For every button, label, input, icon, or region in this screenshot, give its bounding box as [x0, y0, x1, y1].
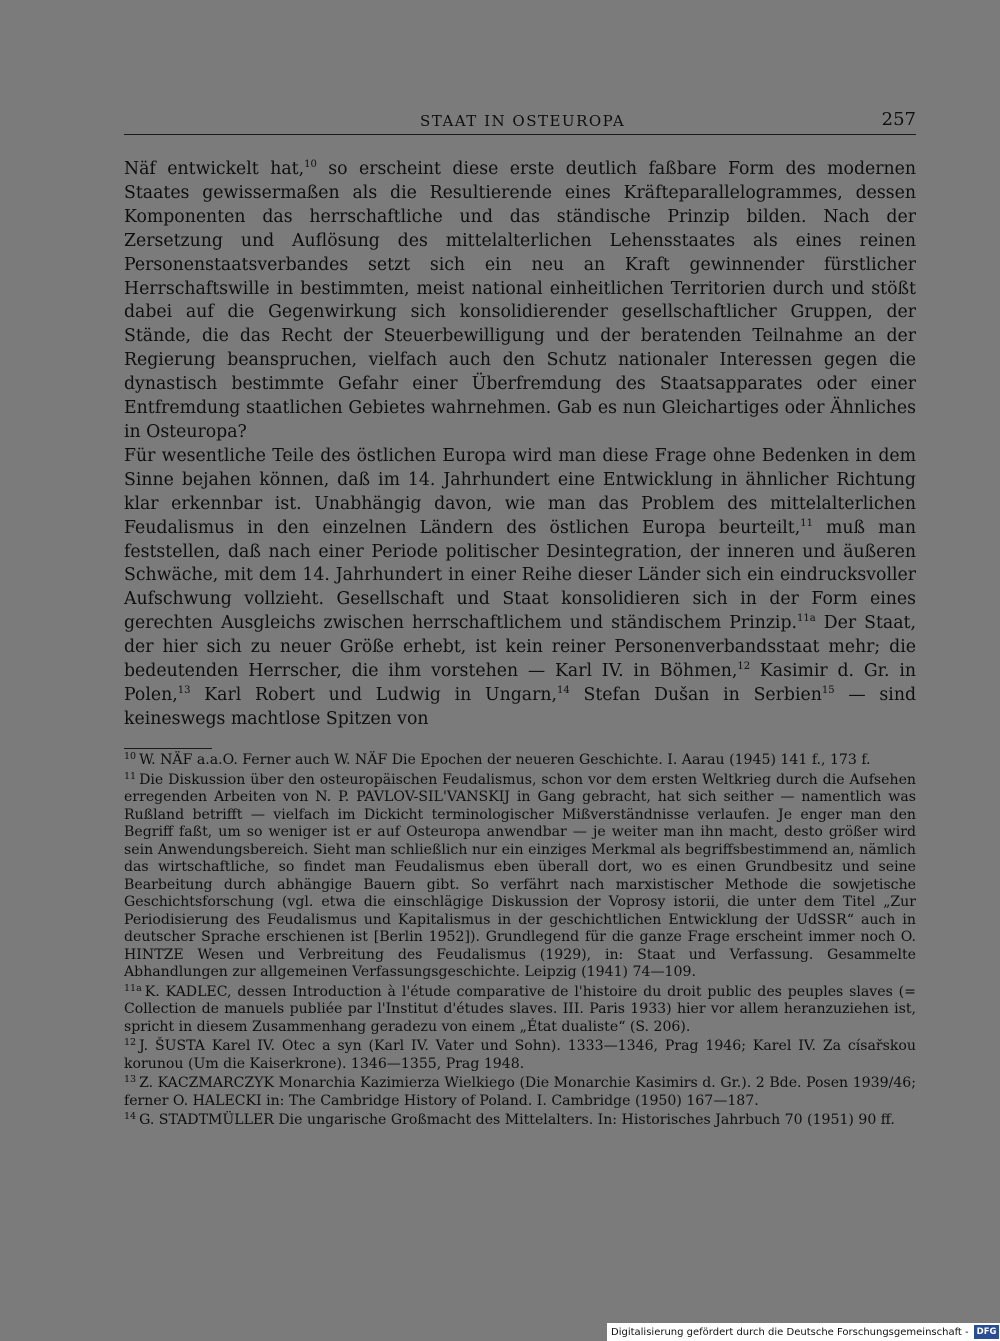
- footnote-ref: 13: [177, 684, 191, 696]
- text-run: Näf entwickelt hat,: [124, 159, 305, 179]
- footnote-text: J. ŠUSTA Karel IV. Otec a syn (Karl IV. Vater und Sohn). 1333—1346, Prag 1946; Karel IV. Za císařskou korunou (Um die Kaiserkrone). 1346—1355, Prag 1948.: [124, 1038, 916, 1072]
- footnote-ref: 15: [821, 684, 835, 696]
- digitization-credit: [607, 1323, 1000, 1341]
- page-number: 257: [881, 109, 916, 130]
- text-run: Stefan Dušan in Serbien: [569, 684, 822, 705]
- text-run: — sind keineswegs machtlose Spitzen von: [124, 684, 917, 729]
- credit-text: Digitalisierung gefördert durch die Deutsche Forschungsgemeinschaft -: [611, 1326, 969, 1338]
- footnote-11a: [124, 984, 916, 1037]
- footnote-number: 11: [124, 770, 137, 782]
- footnote-ref: 12: [737, 661, 751, 673]
- footnote-text: Z. KACZMARCZYK Monarchia Kazimierza Wielkiego (Die Monarchie Kasimirs d. Gr.). 2 Bde. Posen 1939/46; ferner O. HALECKI in: The Cambridge History of Poland. I. Cambridge (1950) 167—187.: [124, 1075, 916, 1109]
- running-title: STAAT IN OSTEUROPA: [420, 112, 626, 130]
- text-run: Karl Robert und Ludwig in Ungarn,: [190, 684, 557, 705]
- footnote-text: K. KADLEC, dessen Introduction à l'étude comparative de l'histoire du droit public des peuples slaves (= Collection de manuels publiée par l'Institut d'études slaves. III. Paris 1933) hier vor allem heranzuziehen ist, spricht in diesem Zusammenhang geradezu von einem „État dualiste“ (S. 206).: [124, 983, 916, 1035]
- footnote-number: 10: [124, 751, 137, 762]
- footnote-number: 13: [124, 1074, 137, 1085]
- footnote-14: [124, 1112, 916, 1130]
- footnote-ref: 14: [556, 684, 570, 696]
- footnote-ref: 11a: [797, 613, 816, 625]
- paragraph-2: [124, 445, 916, 732]
- text-run: Für wesentliche Teile des östlichen Europa wird man diese Frage ohne Bedenken in dem Sinne bejahen können, daß im 14. Jahrhundert eine Entwicklung in ähnlicher Richtung klar erkennbar ist. Unabhängig davon, wie man das Problem des mittelalterlichen Feudalismus in den einzelnen Ländern des östlichen Europa beurteilt,: [124, 445, 916, 538]
- footnote-10: [124, 752, 916, 770]
- text-run: so erscheint diese erste deutlich faßbare Form des modernen Staates gewissermaßen als die Resultierende eines Kräfteparallelogrammes, dessen Komponenten das herrschaftliche und das ständische Prinzip bilden. Nach der Zersetzung und Auflösung des mittelalterlichen Lehensstaates als eines reinen Personenstaatsverbandes setzt sich ein neu an Kraft gewinnender fürstlicher Herrschaftswille in bestimmten, meist national einheitlichen Territorien durch und stößt dabei auf die Gegenwirkung sich konsolidierender gesellschaftlicher Gruppen, der Stände, die das Recht der Steuerbewilligung und der beratenden Teilnahme an der Regierung beanspruchen, vielfach auch den Schutz nationaler Interessen gegen die dynastisch bestimmte Gefahr einer Überfremdung des Staatsapparates oder einer Entfremdung staatlichen Gebietes wahrnehmen. Gab es nun Gleichartiges oder Ähnliches in Osteuropa?: [124, 159, 916, 442]
- footnote-rule: [124, 748, 212, 749]
- footnote-11: [124, 772, 916, 982]
- dfg-logo-icon: DFG: [974, 1325, 1000, 1339]
- running-header: [124, 110, 916, 134]
- footnote-12: [124, 1038, 916, 1073]
- text-run: muß man feststellen, daß nach einer Periode politischer Desintegration, der inneren und äußeren Schwäche, mit dem 14. Jahrhundert in einer Reihe dieser Länder sich ein eindrucksvoller Aufschwung vollzieht. Gesellschaft und Staat konsolidieren sich in der Form eines gerechten Ausgleichs zwischen herrschaftlichem und ständischem Prinzip.: [124, 517, 916, 634]
- footnote-ref: 10: [304, 159, 317, 170]
- header-rule: [124, 134, 916, 135]
- footnote-13: [124, 1075, 916, 1110]
- footnote-number: 11a: [124, 982, 142, 994]
- footnotes: [124, 752, 916, 1132]
- text-run: Der Staat, der hier sich zu neuer Größe erhebt, ist kein reiner Personenverbandsstaat mehr; die bedeutenden Herrscher, die ihm vorstehen — Karl IV. in Böhmen,: [124, 613, 916, 682]
- footnote-text: W. NÄF a.a.O. Ferner auch W. NÄF Die Epochen der neueren Geschichte. I. Aarau (1945) 141 f., 173 f.: [139, 752, 871, 768]
- footnote-ref: 11: [800, 517, 813, 529]
- text-run: Kasimir d. Gr. in Polen,: [124, 661, 916, 705]
- paragraph-1: [124, 158, 916, 445]
- footnote-number: 12: [124, 1037, 137, 1048]
- main-text: [124, 158, 916, 732]
- footnote-text: Die Diskussion über den osteuropäischen Feudalismus, schon vor dem ersten Weltkrieg durch die Aufsehen erregenden Arbeiten von N. P. PAVLOV-SIL'VANSKIJ in Gang gebracht, hat sich seither — namentlich was Rußland betrifft — vielfach im Dickicht terminologischer Mißverständnisse verlaufen. Je enger man den Begriff faßt, um so weniger ist er auf Osteuropa anwendbar — je weiter man ihn macht, desto größer wird sein Anwendungsbereich. Sieht man schließlich nur ein einziges Merkmal als begriffsbestimmend an, nämlich das wirtschaftliche, so findet man Feudalismus eben überall dort, wo es einen Grundbesitz und seine Bearbeitung durch abhängige Bauern gibt. So verfährt nach marxistischer Methode die sowjetische Geschichtsforschung (vgl. etwa die einschlägige Diskussion der Voprosy istorii, die unter dem Titel „Zur Periodisierung des Feudalismus und Kapitalismus in der geschichtlichen Entwicklung der UdSSR“ auch in deutscher Sprache erschienen ist [Berlin 1952]). Grundlegend für die ganze Frage erscheint immer noch O. HINTZE Wesen und Verbreitung des Feudalismus (1929), in: Staat und Verfassung. Gesammelte Abhandlungen zur allgemeinen Verfassungsgeschichte. Leipzig (1941) 74—109.: [124, 771, 916, 980]
- footnote-text: G. STADTMÜLLER Die ungarische Großmacht des Mittelalters. In: Historisches Jahrbuch 70 (1951) 90 ff.: [139, 1112, 895, 1128]
- footnote-number: 14: [124, 1111, 137, 1122]
